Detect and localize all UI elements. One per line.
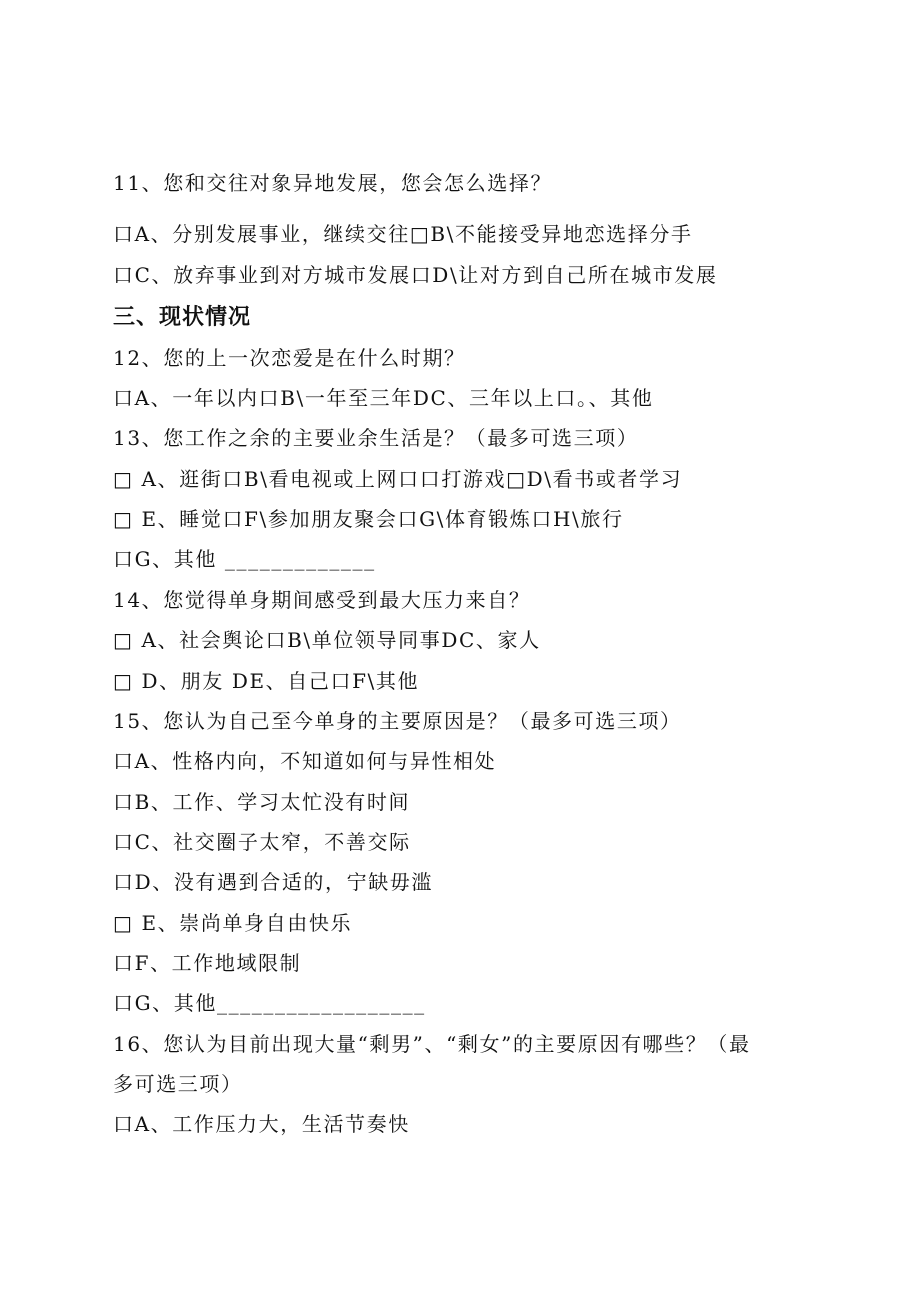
question-16-text-line-2: 多可选三项）: [113, 1072, 243, 1096]
question-14-text: 14、您觉得单身期间感受到最大压力来自？: [113, 588, 531, 612]
question-12-text: 12、您的上一次恋爱是在什么时期？: [113, 346, 466, 370]
question-16-option-a: 口A、工作压力大，生活节奏快: [113, 1112, 410, 1136]
section-heading-status: 三、现状情况: [113, 305, 252, 330]
question-11-text: 11、您和交往对象异地发展，您会怎么选择？: [113, 171, 553, 195]
question-11-options-row-2: 口C、放弃事业到对方城市发展口D\让对方到自己所在城市发展: [113, 263, 718, 287]
question-15-option-d: 口D、没有遇到合适的，宁缺毋滥: [113, 870, 434, 894]
question-16-text-line-1: 16、您认为目前出现大量“剩男”、“剩女”的主要原因有哪些？（最: [113, 1032, 751, 1056]
question-13-options-row-3: 口G、其他 _____________: [113, 547, 376, 571]
question-15-option-e: □ E、崇尚单身自由快乐: [113, 911, 353, 935]
question-15-text: 15、您认为自己至今单身的主要原因是？（最多可选三项）: [113, 709, 682, 733]
question-12-options-row-1: 口A、一年以内口B\一年至三年DC、三年以上口。、其他: [113, 386, 654, 410]
question-13-options-row-1: □ A、逛街口B\看电视或上网口口打游戏□D\看书或者学习: [113, 467, 683, 491]
question-15-option-b: 口B、工作、学习太忙没有时间: [113, 790, 411, 814]
question-15-option-c: 口C、社交圈子太窄，不善交际: [113, 830, 411, 854]
question-13-options-row-2: □ E、睡觉口F\参加朋友聚会口G\体育锻炼口H\旅行: [113, 507, 624, 531]
question-14-options-row-1: □ A、社会舆论口B\单位领导同事DC、家人: [113, 628, 541, 652]
question-15-option-f: 口F、工作地域限制: [113, 951, 302, 975]
question-14-options-row-2: □ D、朋友 DE、自己口F\其他: [113, 669, 420, 693]
question-15-option-a: 口A、性格内向，不知道如何与异性相处: [113, 749, 497, 773]
question-11-options-row-1: 口A、分别发展事业，继续交往□B\不能接受异地恋选择分手: [113, 222, 693, 246]
question-15-option-g: 口G、其他__________________: [113, 991, 426, 1015]
question-13-text: 13、您工作之余的主要业余生活是？（最多可选三项）: [113, 426, 639, 450]
